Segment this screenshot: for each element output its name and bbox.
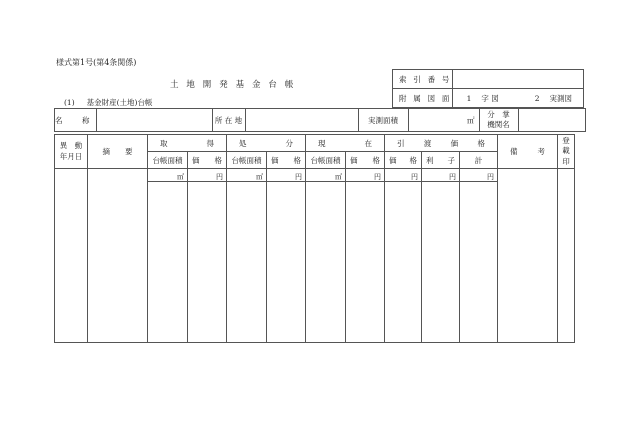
seal-header-char-3: 印 xyxy=(562,156,570,166)
jurisdiction-label xyxy=(479,109,518,132)
disposal-price-header xyxy=(267,152,306,169)
figure-1-number: 1 xyxy=(466,93,472,103)
attached-drawing-options xyxy=(452,89,583,108)
price-char-2: 格 xyxy=(214,155,222,165)
transfer-total-header: 計 xyxy=(460,152,498,169)
survey-area-field[interactable] xyxy=(408,109,479,132)
interest-char-2: 子 xyxy=(447,155,455,165)
present-price-cell[interactable] xyxy=(346,182,385,343)
acquisition-header-char-1: 取 xyxy=(160,138,168,148)
transfer-price-subheader xyxy=(385,152,422,169)
price-char-2: 格 xyxy=(409,155,417,165)
present-area-unit: ㎡ xyxy=(306,169,346,182)
price-char-1: 価 xyxy=(192,155,200,165)
index-number-label: 索 引 番 号 xyxy=(393,70,453,89)
seal-header-char-2: 載 xyxy=(562,146,570,156)
jurisdiction-field[interactable] xyxy=(518,109,585,132)
present-area-cell[interactable] xyxy=(306,182,346,343)
document-title: 土 地 開 発 基 金 台 帳 xyxy=(170,80,296,90)
remarks-header-char-1: 備 xyxy=(510,147,518,156)
acquisition-area-cell[interactable] xyxy=(148,182,188,343)
acquisition-area-header: 台帳面積 xyxy=(148,152,188,169)
figure-2-number: 2 xyxy=(534,93,540,103)
acquisition-price-cell[interactable] xyxy=(188,182,227,343)
acquisition-header xyxy=(148,135,227,152)
transfer-interest-header xyxy=(422,152,460,169)
acquisition-area-unit: ㎡ xyxy=(148,169,188,182)
jurisdiction-label-line-1: 分 掌 xyxy=(487,109,510,119)
acquisition-header-char-2: 得 xyxy=(206,138,214,148)
name-label: 名 称 xyxy=(55,109,97,132)
disposal-area-header: 台帳面積 xyxy=(227,152,267,169)
price-char-1: 価 xyxy=(350,155,358,165)
price-char-1: 価 xyxy=(389,155,397,165)
sub-title xyxy=(64,97,152,108)
change-date-header xyxy=(55,135,88,169)
disposal-header xyxy=(227,135,306,152)
disposal-header-char-1: 処 xyxy=(239,138,247,148)
form-number: 様式第1号(第4条関係) xyxy=(56,58,137,67)
location-label: 所 在 地 xyxy=(212,109,245,132)
price-char-2: 格 xyxy=(293,155,301,165)
index-box xyxy=(392,69,584,108)
figure-2-label: 実測図 xyxy=(549,93,573,103)
transfer-price-unit: 円 xyxy=(385,169,422,182)
present-header-char-2: 在 xyxy=(364,138,372,148)
seal-header-char-1: 登 xyxy=(562,136,570,146)
transfer-interest-cell[interactable] xyxy=(422,182,460,343)
transfer-header-char-1: 引 xyxy=(397,138,405,148)
disposal-area-unit: ㎡ xyxy=(227,169,267,182)
present-price-header xyxy=(346,152,385,169)
transfer-price-header xyxy=(385,135,498,152)
acquisition-price-header xyxy=(188,152,227,169)
summary-header: 摘 要 xyxy=(88,135,148,169)
registration-seal-header xyxy=(558,135,575,169)
survey-area-unit: ㎡ xyxy=(467,115,475,125)
disposal-price-cell[interactable] xyxy=(267,182,306,343)
present-price-unit: 円 xyxy=(346,169,385,182)
name-field[interactable] xyxy=(96,109,212,132)
price-char-2: 格 xyxy=(372,155,380,165)
survey-area-label: 実測面積 xyxy=(358,109,408,132)
ledger-table xyxy=(54,134,575,343)
attached-drawing-label: 附 属 図 面 xyxy=(393,89,453,108)
transfer-header-char-4: 格 xyxy=(477,138,485,148)
remarks-cell[interactable] xyxy=(498,169,558,343)
transfer-header-char-2: 渡 xyxy=(423,138,432,148)
sub-title-number: (1) xyxy=(64,98,75,107)
transfer-header-char-3: 価 xyxy=(450,138,459,148)
interest-char-1: 利 xyxy=(426,155,434,165)
present-header-char-1: 現 xyxy=(318,138,326,148)
present-header xyxy=(306,135,385,152)
price-char-1: 価 xyxy=(271,155,279,165)
disposal-area-cell[interactable] xyxy=(227,182,267,343)
summary-cell[interactable] xyxy=(88,169,148,343)
sub-title-label: 基金財産(土地)台帳 xyxy=(86,98,153,107)
disposal-header-char-2: 分 xyxy=(285,138,293,148)
index-number-field[interactable] xyxy=(452,70,583,89)
property-info-row xyxy=(54,108,586,132)
transfer-total-cell[interactable] xyxy=(460,182,498,343)
figure-1-label: 字 図 xyxy=(481,93,499,103)
disposal-price-unit: 円 xyxy=(267,169,306,182)
transfer-total-unit: 円 xyxy=(460,169,498,182)
remarks-header xyxy=(498,135,558,169)
registration-seal-cell[interactable] xyxy=(558,169,575,343)
jurisdiction-label-line-2: 機関名 xyxy=(487,120,510,129)
transfer-price-cell[interactable] xyxy=(385,182,422,343)
location-field[interactable] xyxy=(245,109,358,132)
acquisition-price-unit: 円 xyxy=(188,169,227,182)
present-area-header: 台帳面積 xyxy=(306,152,346,169)
change-date-cell[interactable] xyxy=(55,169,88,343)
change-date-header-line-1: 異 動 xyxy=(59,141,83,151)
remarks-header-char-2: 考 xyxy=(537,147,545,156)
change-date-header-line-2: 年月日 xyxy=(59,151,83,161)
transfer-interest-unit: 円 xyxy=(422,169,460,182)
